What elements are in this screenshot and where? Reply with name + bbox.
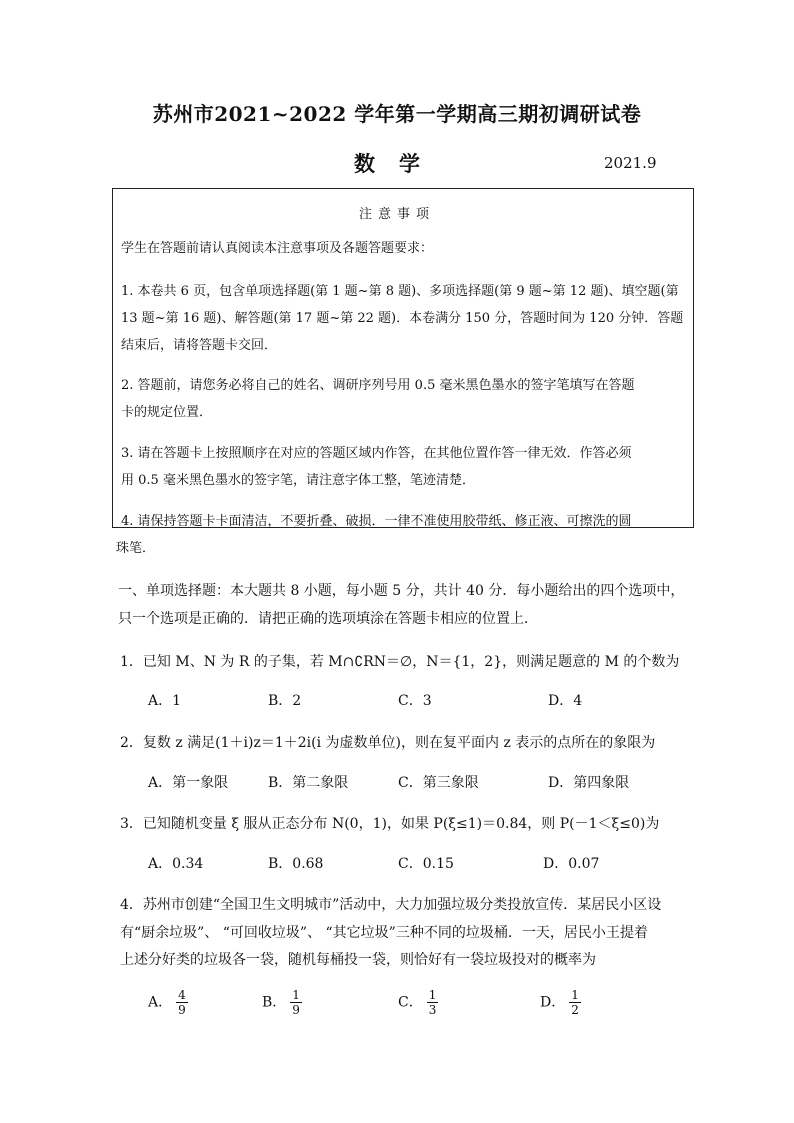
option-label: D． [540,994,566,1011]
denominator: 3 [428,1003,437,1017]
question-1-stem: 1．已知 M、N 为 R 的子集，若 M∩∁RN＝∅，N＝{1，2}，则满足题意的 M 的个数为 [120,654,680,670]
question-1-option-a: A．1 [148,693,182,709]
question-2-option-b: B．第二象限 [268,775,349,791]
question-3-option-c: C．0.15 [398,856,454,872]
question-4-line-3: 上述分好类的垃圾各一袋，随机每桶投一袋，则恰好有一袋垃圾投对的概率为 [120,952,596,968]
numerator: 1 [571,988,579,1002]
question-2-option-d: D．第四象限 [548,775,630,791]
section-1-heading-line-2: 只一个选项是正确的．请把正确的选项填涂在答题卡相应的位置上． [118,611,538,627]
question-2-option-c: C．第三象限 [398,775,479,791]
question-3-option-b: B．0.68 [268,856,324,872]
fraction [427,988,439,1017]
denominator: 9 [292,1003,300,1017]
question-4-option-b [262,988,302,1017]
numerator: 1 [428,988,437,1002]
denominator: 9 [178,1003,186,1017]
question-3-option-a: A．0.34 [148,856,204,872]
question-4-option-d [540,988,581,1017]
question-3-stem: 3．已知随机变量 ξ 服从正态分布 N(0，1)，如果 P(ξ≤1)＝0.84，则 P(－1＜ξ≤0)为 [120,816,660,832]
question-3-option-d: D．0.07 [543,856,600,872]
notice-item-3-line-1: 3. 请在答题卡上按照顺序在对应的答题区域内作答，在其他位置作答一律无效．作答必须 [121,446,632,461]
exam-title: 苏州市2021~2022 学年第一学期高三期初调研试卷 [152,102,642,126]
fraction [176,988,188,1017]
notice-item-4-line-2: 珠笔． [116,541,156,556]
option-label: A． [148,994,173,1011]
numerator: 1 [292,988,300,1002]
notice-intro: 学生在答题前请认真阅读本注意事项及各题答题要求： [121,241,434,256]
notice-title: 注意事项 [358,207,435,222]
notice-item-1-line-3: 结束后，请将答题卡交回． [121,338,278,353]
subject-title: 数学 [354,151,444,176]
denominator: 2 [571,1003,579,1017]
question-4-option-a [148,988,188,1017]
section-1-heading-line-1: 一、单项选择题：本大题共 8 小题，每小题 5 分，共计 40 分．每小题给出的四个选项中， [118,583,685,599]
question-2-option-a: A．第一象限 [148,775,229,791]
notice-item-4-line-1: 4. 请保持答题卡卡面清洁，不要折叠、破损．一律不准使用胶带纸、修正液、可擦洗的圆 [121,514,632,529]
option-label: B． [262,994,287,1011]
question-2-stem: 2．复数 z 满足(1＋i)z＝1＋2i(i 为虚数单位)，则在复平面内 z 表示的点所在的象限为 [120,735,656,751]
question-4-line-1: 4．苏州市创建“全国卫生文明城市”活动中，大力加强垃圾分类投放宣传．某居民小区设 [120,897,662,913]
question-1-option-d: D．4 [548,693,583,709]
question-1-option-c: C．3 [398,693,432,709]
question-4-line-2: 有“厨余垃圾”、 “可回收垃圾”、 “其它垃圾”三种不同的垃圾桶．一天，居民小王提着 [120,925,648,941]
notice-item-3-line-2: 用 0.5 毫米黑色墨水的签字笔，请注意字体工整，笔迹清楚． [121,473,475,488]
question-4-option-c [398,988,438,1017]
option-label: C． [398,994,423,1011]
notice-item-2-line-1: 2. 答题前，请您务必将自己的姓名、调研序列号用 0.5 毫米黑色墨水的签字笔填写在答题 [121,378,635,393]
numerator: 4 [178,988,186,1002]
notice-item-1-line-2: 13 题~第 16 题)、解答题(第 17 题~第 22 题)．本卷满分 150 分，答题时间为 120 分钟．答题 [121,311,684,326]
notice-item-1-line-1: 1. 本卷共 6 页，包含单项选择题(第 1 题~第 8 题)、多项选择题(第 9 题~第 12 题)、填空题(第 [121,284,679,299]
exam-date: 2021.9 [604,154,657,172]
fraction [569,988,581,1017]
question-1-option-b: B．2 [268,693,302,709]
notice-item-2-line-2: 卡的规定位置． [121,405,213,420]
fraction [290,988,302,1017]
